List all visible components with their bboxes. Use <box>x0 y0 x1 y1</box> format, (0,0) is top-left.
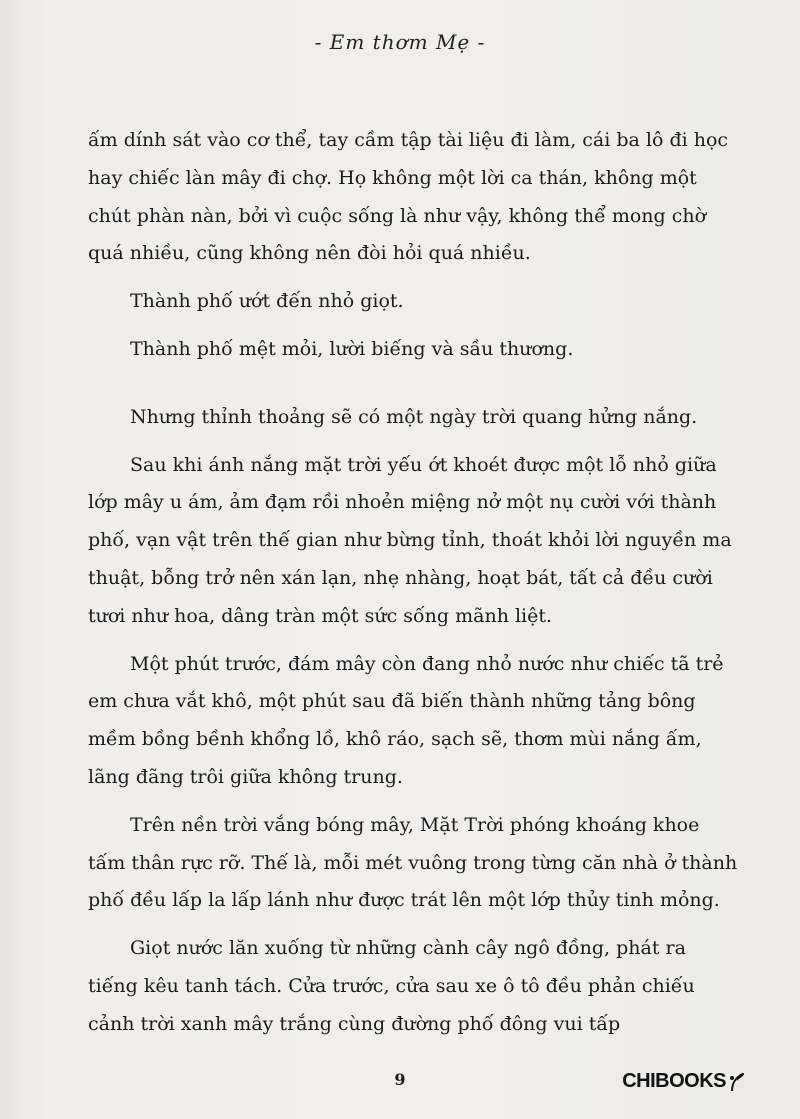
publisher-logo <box>622 1070 746 1093</box>
paragraph: Sau khi ánh nắng mặt trời yếu ớt khoét được một lỗ nhỏ giữa lớp mây u ám, ảm đạm rồi nhoẻn miệng nở một nụ cười với thành phố, vạn vật trên thế gian như bừng tỉnh, thoát khỏi lời nguyền ma thuật, bỗng trở nên xán lạn, nhẹ nhàng, hoạt bát, tất cả đều cười tươi như hoa, dâng tràn một sức sống mãnh liệt. <box>88 453 732 627</box>
paragraph: Nhưng thỉnh thoảng sẽ có một ngày trời quang hửng nắng. <box>130 405 698 428</box>
paragraph: Một phút trước, đám mây còn đang nhỏ nước như chiếc tã trẻ em chưa vắt khô, một phút sau đã biến thành những tảng bông mềm bồng bềnh khổng lồ, khô ráo, sạch sẽ, thơm mùi nắng ấm, lãng đãng trôi giữa không trung. <box>88 652 724 788</box>
running-header: - Em thơm Mẹ - <box>314 30 486 54</box>
paragraph: ấm dính sát vào cơ thể, tay cầm tập tài liệu đi làm, cái ba lô đi học hay chiếc làn mây đi chợ. Họ không một lời ca thán, không một chút phàn nàn, bởi vì cuộc sống là như vậy, không thể mong chờ quá nhiều, cũng không nên đòi hỏi quá nhiều. <box>88 129 729 265</box>
paragraph: Thành phố ướt đến nhỏ giọt. <box>130 290 404 313</box>
publisher-logo-text: CHIBOOKS <box>622 1070 726 1092</box>
body-text <box>88 122 738 1054</box>
paragraph: Giọt nước lăn xuống từ những cành cây ngô đồng, phát ra tiếng kêu tanh tách. Cửa trước, cửa sau xe ô tô đều phản chiếu cảnh trời xanh mây trắng cùng đường phố đông vui tấp <box>88 937 695 1035</box>
paragraph: Trên nền trời vắng bóng mây, Mặt Trời phóng khoáng khoe tấm thân rực rỡ. Thế là, mỗi mét vuông trong từng căn nhà ở thành phố đều lấp la lấp lánh như được trát lên một lớp thủy tinh mỏng. <box>88 813 738 912</box>
paragraph: Thành phố mệt mỏi, lười biếng và sầu thương. <box>130 337 574 360</box>
leaf-icon <box>728 1071 746 1093</box>
page-number: 9 <box>394 1070 406 1089</box>
